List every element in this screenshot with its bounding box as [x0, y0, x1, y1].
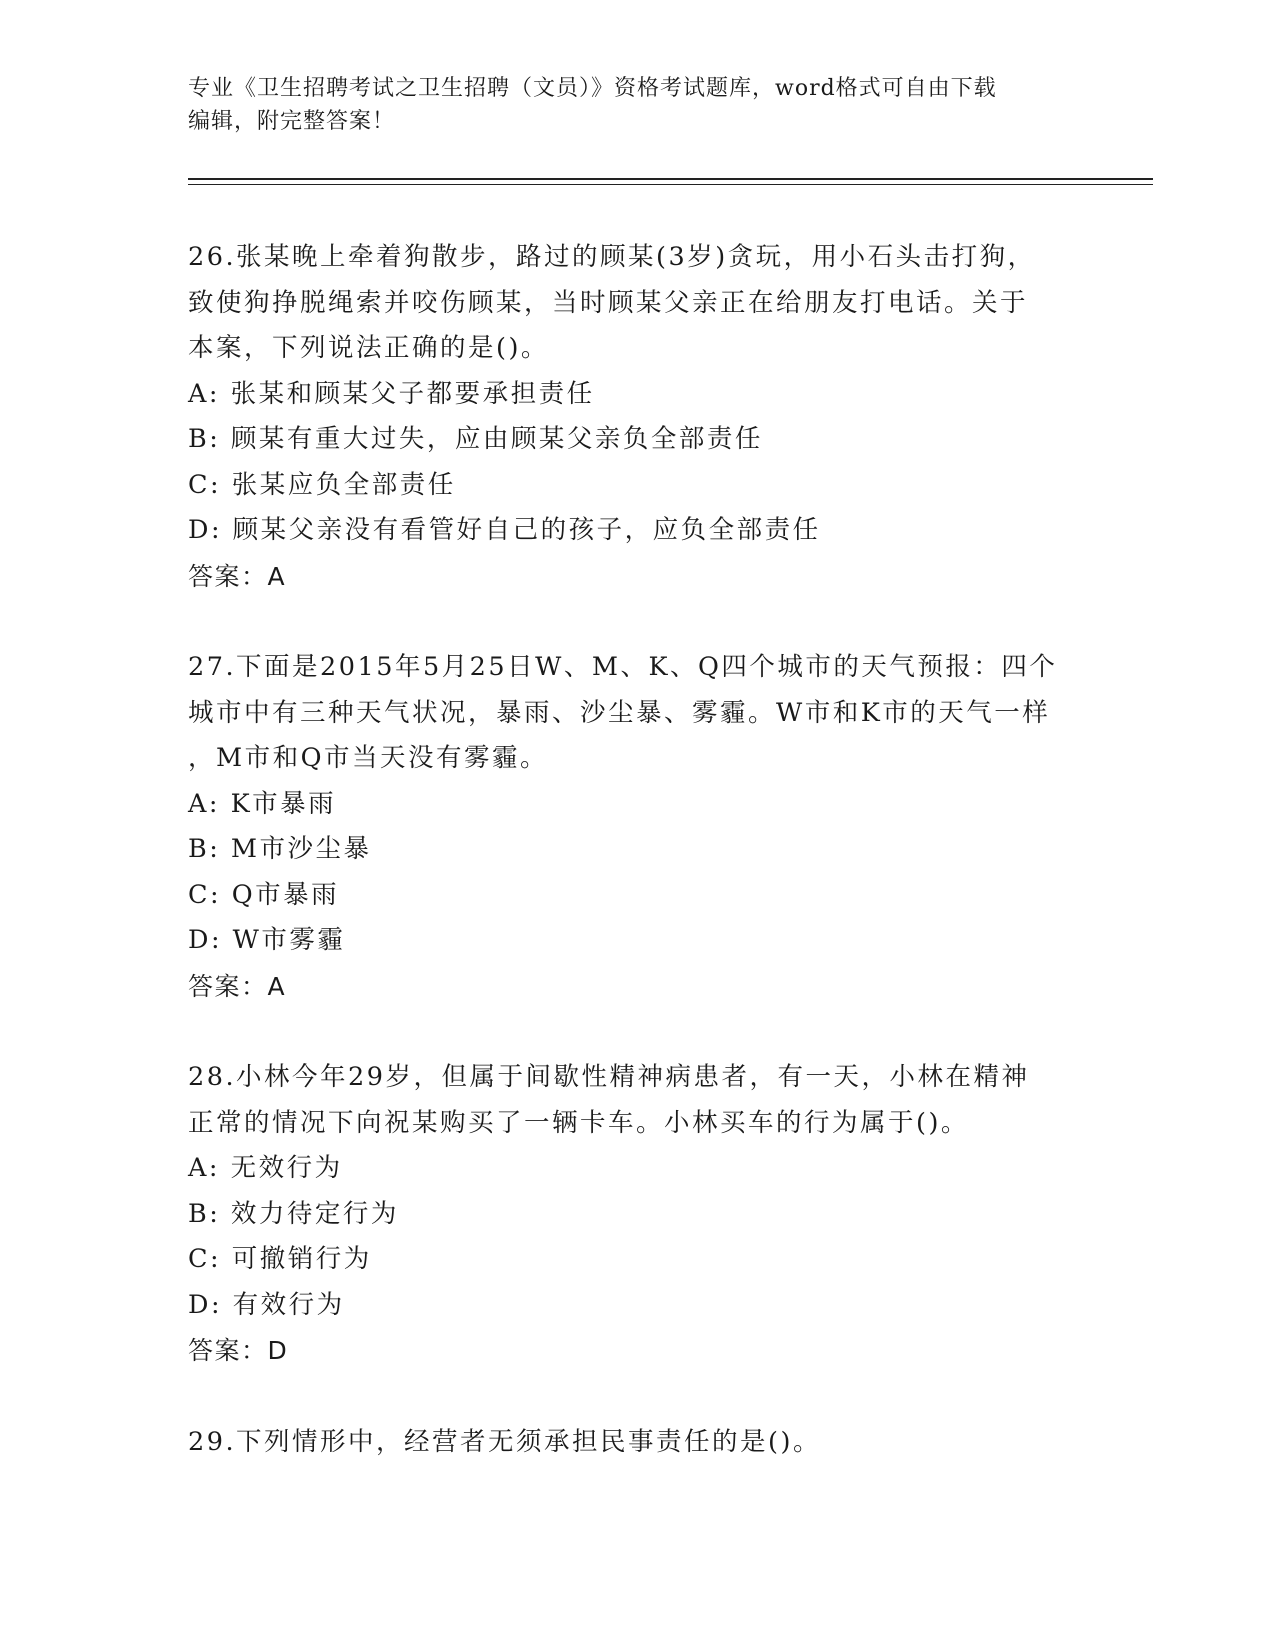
option-d: D: 有效行为 — [188, 1289, 345, 1320]
question-text-line: 29.下列情形中，经营者无须承担民事责任的是()。 — [188, 1426, 821, 1457]
question-text-line: 城市中有三种天气状况，暴雨、沙尘暴、雾霾。W市和K市的天气一样 — [188, 697, 1051, 728]
question-text-line: 27.下面是2015年5月25日W、M、K、Q四个城市的天气预报：四个 — [188, 652, 1058, 682]
question-27 — [188, 645, 1088, 1009]
option-a: A: 无效行为 — [188, 1153, 343, 1183]
answer-label: 答案：D — [188, 1336, 289, 1365]
question-text-line: ，M市和Q市当天没有雾霾。 — [188, 743, 549, 773]
question-text-line: 28.小林今年29岁，但属于间歇性精神病患者，有一天，小林在精神 — [188, 1062, 1030, 1092]
option-c: C: 可撤销行为 — [188, 1244, 372, 1274]
question-28 — [188, 1055, 1088, 1374]
question-26 — [188, 235, 1088, 599]
question-text-line: 26.张某晚上牵着狗散步，路过的顾某(3岁)贪玩，用小石头击打狗， — [188, 242, 1036, 272]
option-c: C: Q市暴雨 — [188, 879, 340, 910]
question-text-line: 致使狗挣脱绳索并咬伤顾某，当时顾某父亲正在给朋友打电话。关于 — [188, 287, 1029, 318]
option-b: B: 顾某有重大过失，应由顾某父亲负全部责任 — [188, 424, 763, 454]
question-text-line: 本案，下列说法正确的是()。 — [188, 333, 549, 363]
option-b: B: 效力待定行为 — [188, 1198, 399, 1229]
option-a: A: 张某和顾某父子都要承担责任 — [188, 378, 595, 409]
option-d: D: 顾某父亲没有看管好自己的孩子，应负全部责任 — [188, 515, 821, 545]
option-b: B: M市沙尘暴 — [188, 834, 372, 864]
option-c: C: 张某应负全部责任 — [188, 469, 456, 500]
answer-label: 答案：A — [188, 561, 287, 591]
option-a: A: K市暴雨 — [188, 788, 337, 819]
question-text-line: 正常的情况下向祝某购买了一辆卡车。小林买车的行为属于()。 — [188, 1107, 969, 1138]
answer-label: 答案：A — [188, 971, 287, 1001]
header-line-2: 编辑，附完整答案！ — [188, 109, 396, 134]
question-29 — [188, 1420, 1088, 1466]
document-header — [188, 72, 1088, 138]
option-d: D: W市雾霾 — [188, 925, 346, 955]
header-divider-thick — [188, 178, 1153, 180]
question-list — [188, 235, 1088, 1511]
header-line-1: 专业《卫生招聘考试之卫生招聘（文员）》资格考试题库，word格式可自由下载 — [188, 76, 997, 101]
header-divider-thin — [188, 184, 1153, 185]
